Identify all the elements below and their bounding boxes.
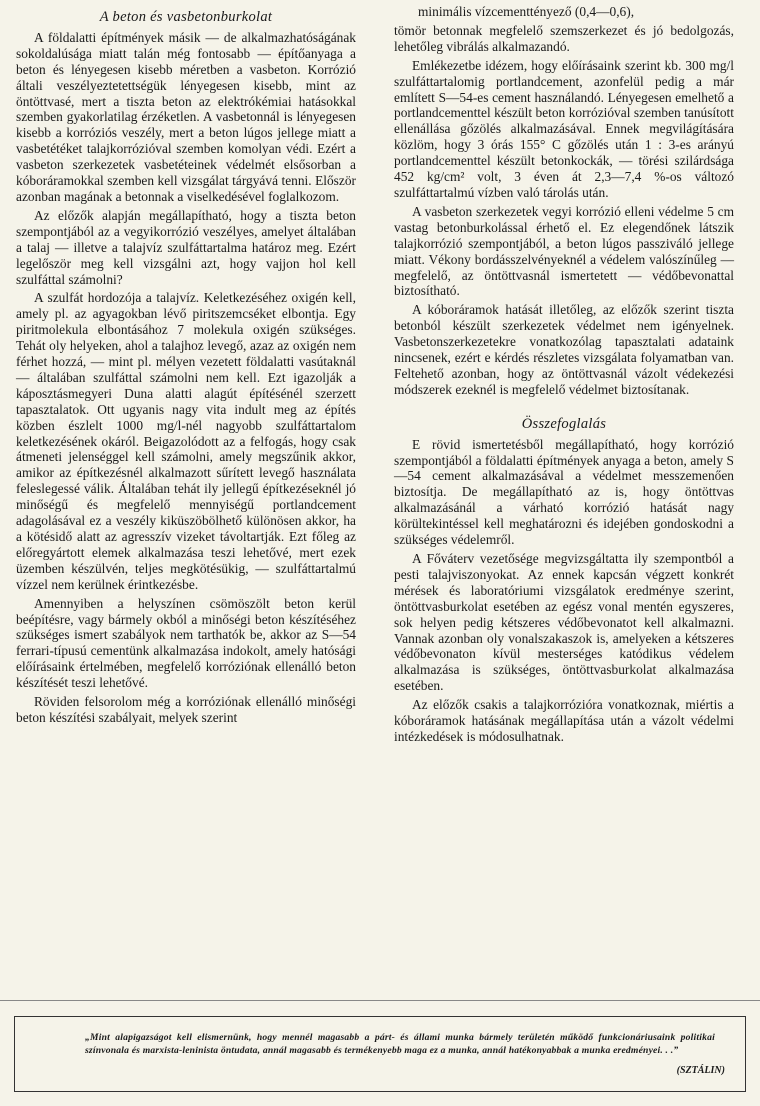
section-heading-summary: Összefoglalás — [521, 415, 607, 432]
quote-box — [14, 1016, 746, 1092]
paragraph: A szulfát hordozója a talajvíz. Keletkezéséhez oxigén kell, amely pl. az agyagokban lévő piritszemcséket elbontja. Egy piritmolekula elbontásához 7 molekula oxigén szükséges. Tehát oly helyeken, ahol a talajhoz levegő, azaz az oxigén nem férhet hozzá, — mint pl. mélyen vezetett földalatti vasútaknál — általában szulfáttal számolni nem kell. Ezt igazolják a káposztásmegyeri Duna alatti alagút építésénél szerzett tapasztalatok. Ott ugyanis nagy vita indult meg az építés közben észlelt 1000 mg/l-nél nagyobb szulfáttartalom keletkezésének okáról. Beigazolódott az a felfogás, hogy csak átmeneti jelenséggel kell számolni, amely megszűnik akkor, amikor az építkezésnél alkalmazott sűrített levegő használata feleslegessé válik. Általában tehát ily jellegű építkezéseknél jó minőségű és megfelelő mennyiségű portlandcement adagolásával ez a veszély kiküszöbölhető különösen akkor, ha a kötésidő alatt az agresszív vizeket távoltartják. Ezt főleg az előregyártott elemek alkalmazása teszi lehetővé, mert ezek üzemben készülvén, teljes megkötésükig, — szulfáttartalmú vízzel nem kerülnek érintkezésbe. — [16, 290, 356, 592]
paragraph: E rövid ismertetésből megállapítható, hogy korrózió szempontjából a földalatti építmények anyaga a beton, amely S—54 cement alkalmazásával a védelmet messzemenően biztosítja. De megállapítható az is, hogy öntöttvas alkalmazásánál a várható korrózió hatását nagy körültekintéssel kell meghatározni és idejében gondoskodni a szükséges védelemről. — [394, 436, 734, 548]
paragraph: A Főváterv vezetősége megvizsgáltatta ily szempontból a pesti talajviszonyokat. Az ennek kapcsán végzett konkrét mérések és laboratóriumi vizsgálatok eredménye szerint, öntöttvasburkolat esetében az egész vonal mentén egyszeres, sok helyen pedig kétszeres védőbevonatot kell alkalmazni. Vannak azonban oly vonalszakaszok is, amelyeken a kétszeres védőbevonaton kívül mesterséges katódikus védelem alkalmazása is szükséges, öntöttvasburkolat alkalmazása esetében. — [394, 551, 734, 694]
paragraph: Röviden felsorolom még a korróziónak ellenálló minőségi beton készítési szabályait, melyek szerint — [16, 694, 356, 725]
paragraph: Az előzők csakis a talajkorrózióra vonatkoznak, miértis a kóboráramok hatásának megállapítása után a vázolt védelmi intézkedések is módosulhatnak. — [394, 697, 734, 744]
list-line: tömör betonnak megfelelő szemszerkezet és jó bedolgozás, lehetőleg vibrálás alkalmazandó. — [394, 22, 734, 54]
paragraph: Az előzők alapján megállapítható, hogy a tiszta beton szempontjából az a vegyikorrózió veszélyes, amelyet általában a talaj — illetve a talajvíz szulfáttartalma határoz meg. Ezért legelőször meg kell vizsgálni azt, hogy vajjon hol kell szulfáttal számolni? — [16, 207, 356, 287]
list-line: minimális vízcementtényező (0,4—0,6), — [418, 4, 635, 19]
paragraph: A vasbeton szerkezetek vegyi korrózió elleni védelme 5 cm vastag betonburkolással érhető el. Ez elegendőnek látszik talajkorrózió szempontjából, a beton lúgos passziváló jellege miatt. Vékony bordásszelvényeknél a védelem valószínűleg — megfelelő, az öntöttvasnál ismertetett — védőbevonattal biztosítható. — [394, 203, 734, 299]
paragraph: A földalatti építmények másik — de alkalmazhatóságának sokoldalúsága miatt talán még fontosabb — építőanyaga a beton és lényegesen kisebb méretben a vasbeton. Korrózió általi veszélyeztetettségük lényegesen kisebb, mint az öntöttvasé, mert a tiszta beton az elektrókémiai hatásokkal szemben gyakorlatilag érzéketlen. A vasbetonnál is lényegesen kisebb a korróziós veszély, mert a beton lúgos jellege miatt a vasbetétéket talajkorrózióval szemben komolyan védi. Ezért a vasbeton szerkezetek vasbetéteinek védelmét elsősorban a kóboráramokkal szemben kell vizsgálat tárgyává tenni. Először azonban magának a betonnak a viselkedésével foglalkozom. — [16, 29, 356, 204]
right-column — [394, 4, 734, 748]
section-heading-beton: A beton és vasbetonburkolat — [99, 9, 273, 25]
paragraph: A kóboráramok hatását illetőleg, az előzők szerint tiszta betonból készült szerkezetek védelmet nem igényelnek. Vasbetonszerkezetekre vonatkozólag tapasztalati adataink nincsenek, ezért e kérdés részletes vizsgálata folyamatban van. Feltehető azonban, hogy az öntöttvasnál vázolt védekezési módszerek ezeknél is megfelelő védelmet biztosítanak. — [394, 302, 734, 397]
quote-author: (SZTÁLIN) — [676, 1065, 725, 1076]
paragraph: Amennyiben a helyszínen csömöszölt beton kerül beépítésre, vagy bármely okból a minőségi beton készítéséhez szükséges ismert szabályok nem tarthatók be, akkor az S—54 ferrari-típusú cementünk alkalmazása indokolt, amely hatósági előírásaink értelmében, megfelelő korróziónak ellenálló beton készítését teszi lehetővé. — [16, 595, 356, 691]
quote-text: „Mint alapigazságot kell elismernünk, hogy mennél magasabb a párt- és állami munka bármely területén működő funkcionáriusaink politikai színvonala és marxista-leninista öntudata, annál magasabb és termékenyebb maga ez a munka, annál hatékonyabbak a munka eredményei. . .” — [85, 1032, 715, 1056]
footer-divider — [0, 1000, 760, 1001]
paragraph: Emlékezetbe idézem, hogy előírásaink szerint kb. 300 mg/l szulfáttartalomig portlandcement, azonfelül pedig a már említett S—54-es cement használandó. Lényegesen emelhető a portlandcementtel készült beton korrózióval szemben tanúsított ellenállása gőzölés alkalmazásával. Ennek megvilágítására közlöm, hogy 3 órás 155° C gőzölés után 1 : 3-es arányú portlandcementtel készült betonkockák, — törési szilárdsága 452 kg/cm² volt, 3 éven át 2,3—7,4 %-os változó szulfáttartalmú vízben való tárolás után. — [394, 57, 734, 200]
left-column — [16, 4, 356, 729]
